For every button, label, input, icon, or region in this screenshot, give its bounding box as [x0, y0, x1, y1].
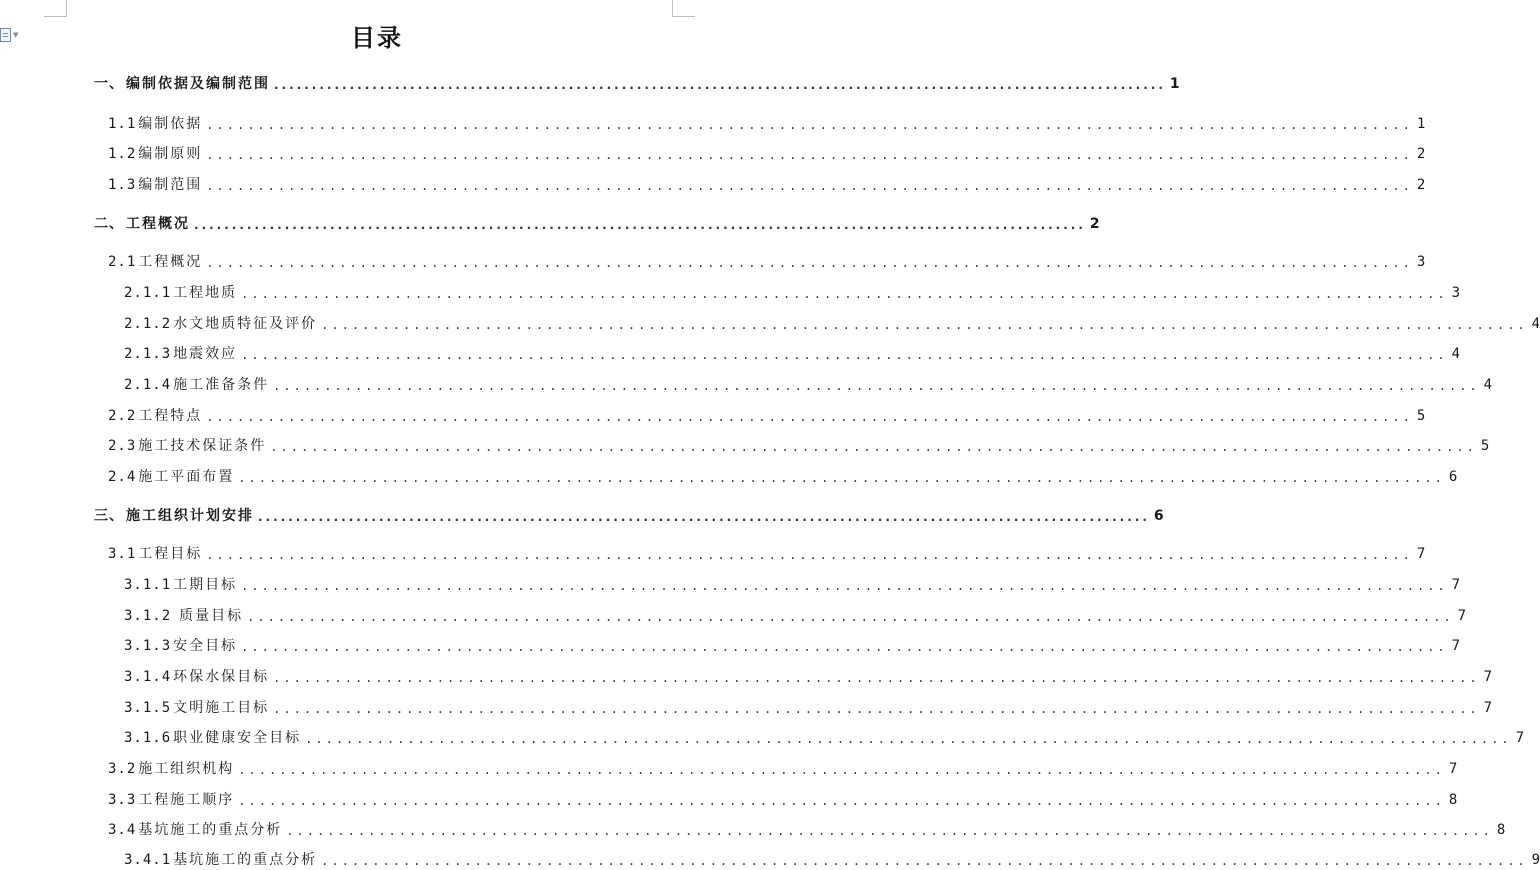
toc-entry-page: 4 [1451, 346, 1461, 362]
toc-entry-3-1[interactable] [108, 544, 1426, 564]
toc-entry-number: 3.3 [108, 792, 137, 808]
dot-leader: ...................................................................................................................... [238, 794, 1445, 808]
toc-entry-title: 环保水保目标 [173, 669, 270, 685]
toc-entry-title: 编制范围 [138, 177, 203, 193]
toc-entry-title: 施工组织计划安排 [126, 508, 254, 524]
dot-leader: ...................................................................................................................... [206, 548, 1413, 562]
toc-entry-number: 三、 [94, 508, 124, 524]
toc-entry-page: 6 [1153, 508, 1164, 524]
toc-entry-2-3[interactable] [108, 436, 1490, 456]
toc-entry-title: 地震效应 [173, 346, 238, 362]
toc-entry-page: 1 [1169, 76, 1180, 92]
toc-entry-page: 3 [1416, 254, 1426, 270]
toc-entry-3-1-6[interactable] [124, 728, 1525, 748]
toc-entry-2-1-3[interactable] [124, 344, 1461, 364]
dot-leader: ...................................................................................................................... [206, 118, 1413, 132]
toc-entry-1-3[interactable] [108, 175, 1426, 195]
toc-entry-page: 7 [1483, 700, 1493, 716]
toc-entry-page: 7 [1451, 577, 1461, 593]
toc-entry-1-1[interactable] [108, 114, 1426, 134]
toc-entry-number: 2.1.1 [124, 285, 172, 301]
toc-entry-number: 2.1.2 [124, 316, 172, 332]
toc-entry-number: 2.3 [108, 438, 137, 454]
toc-entry-number: 2.2 [108, 408, 137, 424]
toc-entry-number: 一、 [94, 76, 124, 92]
toc-entry-2-4[interactable] [108, 467, 1458, 487]
toc-entry-page: 4 [1483, 377, 1493, 393]
toc-entry-number: 二、 [94, 216, 124, 232]
toc-entry-title: 编制依据及编制范围 [126, 76, 270, 92]
toc-entry-page: 6 [1448, 469, 1458, 485]
toc-entry-3-4-1[interactable] [124, 850, 1540, 870]
toc-entry-title: 施工平面布置 [138, 469, 235, 485]
toc-entry-page: 7 [1515, 730, 1525, 746]
toc-entry-page: 2 [1416, 146, 1426, 162]
toc-entry-number: 2.1.4 [124, 377, 172, 393]
toc-entry-page: 7 [1448, 761, 1458, 777]
toc-entry-number: 3.2 [108, 761, 137, 777]
toc-entry-title: 质量目标 [179, 608, 244, 624]
toc-entry-section-2[interactable] [94, 214, 1100, 234]
toc-entry-page: 4 [1531, 316, 1540, 332]
dot-leader: ...................................................................................................................... [270, 440, 1477, 454]
toc-entry-page: 7 [1457, 608, 1467, 624]
dot-leader: ...................................................................................................................... [238, 471, 1445, 485]
toc-entry-number: 3.1 [108, 546, 137, 562]
toc-entry-3-1-3[interactable] [124, 636, 1461, 656]
toc-entry-page: 3 [1451, 285, 1461, 301]
toc-entry-title: 施工准备条件 [173, 377, 270, 393]
toc-entry-title: 文明施工目标 [173, 700, 270, 716]
dot-leader: ...................................................................................................................... [321, 318, 1528, 332]
dot-leader: ...................................................................................................................... [206, 148, 1413, 162]
toc-entry-2-1-4[interactable] [124, 375, 1493, 395]
toc-entry-number: 2.1 [108, 254, 137, 270]
dot-leader: ...................................................................................................................... [321, 854, 1528, 868]
toc-entry-3-3[interactable] [108, 790, 1458, 810]
toc-entry-number: 2.4 [108, 469, 137, 485]
dot-leader: ...................................................................................................................... [206, 179, 1413, 193]
toc-entry-page: 7 [1451, 638, 1461, 654]
toc-entry-title: 工程地质 [173, 285, 238, 301]
toc-entry-page: 9 [1531, 852, 1540, 868]
toc-entry-title: 工程概况 [138, 254, 203, 270]
dot-leader: ...................................................................................................................... [273, 379, 1480, 393]
toc-entry-3-1-5[interactable] [124, 698, 1493, 718]
toc-entry-page: 5 [1416, 408, 1426, 424]
toc-entry-title: 编制依据 [138, 116, 203, 132]
dot-leader: ...................................................................................................................... [274, 78, 1166, 92]
toc-entry-section-1[interactable] [94, 74, 1180, 94]
toc-entry-section-3[interactable] [94, 506, 1164, 526]
toc-entry-title: 工期目标 [173, 577, 238, 593]
toc-entry-page: 5 [1480, 438, 1490, 454]
dot-leader: ...................................................................................................................... [238, 763, 1445, 777]
toc-entry-page: 1 [1416, 116, 1426, 132]
toc-entry-2-2[interactable] [108, 406, 1426, 426]
toc-entry-title: 施工技术保证条件 [138, 438, 267, 454]
dot-leader: ...................................................................................................................... [273, 671, 1480, 685]
toc-entry-number: 2.1.3 [124, 346, 172, 362]
toc-entry-page: 8 [1448, 792, 1458, 808]
toc-entry-title: 施工组织机构 [138, 761, 235, 777]
toc-entry-3-4[interactable] [108, 820, 1506, 840]
dot-leader: ...................................................................................................................... [273, 702, 1480, 716]
toc-entry-3-1-1[interactable] [124, 575, 1461, 595]
toc-entry-title: 工程施工顺序 [138, 792, 235, 808]
chevron-down-icon: ▼ [13, 30, 19, 39]
dot-leader: ...................................................................................................................... [206, 256, 1413, 270]
toc-entry-page: 7 [1483, 669, 1493, 685]
toc-entry-2-1[interactable] [108, 252, 1426, 272]
toc-entry-title: 基坑施工的重点分析 [173, 852, 318, 868]
toc-entry-number: 3.1.3 [124, 638, 172, 654]
toc-entry-3-1-4[interactable] [124, 667, 1493, 687]
dot-leader: ...................................................................................................................... [241, 287, 1448, 301]
toc-entry-page: 8 [1496, 822, 1506, 838]
toc-entry-1-2[interactable] [108, 144, 1426, 164]
toc-entry-number: 1.1 [108, 116, 137, 132]
dot-leader: ...................................................................................................................... [194, 218, 1086, 232]
toc-entry-number: 3.1.2 [124, 608, 172, 624]
toc-entry-title: 职业健康安全目标 [173, 730, 302, 746]
dot-leader: ...................................................................................................................... [241, 579, 1448, 593]
toc-entry-page: 7 [1416, 546, 1426, 562]
toc-entry-number: 3.1.5 [124, 700, 172, 716]
toc-entry-title: 基坑施工的重点分析 [138, 822, 283, 838]
toc-entry-title: 工程目标 [138, 546, 203, 562]
toc-entry-number: 3.1.6 [124, 730, 172, 746]
dot-leader: ...................................................................................................................... [206, 410, 1413, 424]
dot-leader: ...................................................................................................................... [241, 348, 1448, 362]
dot-leader: ...................................................................................................................... [305, 732, 1512, 746]
toc-entry-title: 工程特点 [138, 408, 203, 424]
toc-entry-2-1-1[interactable] [124, 283, 1461, 303]
toc-entry-title: 水文地质特征及评价 [173, 316, 318, 332]
toc-entry-3-2[interactable] [108, 759, 1458, 779]
toc-entry-number: 1.2 [108, 146, 137, 162]
page-title: 目录 [351, 23, 403, 52]
toc-entry-number: 1.3 [108, 177, 137, 193]
dot-leader: ...................................................................................................................... [286, 824, 1493, 838]
toc-entry-number: 3.4 [108, 822, 137, 838]
toc-entry-number: 3.1.1 [124, 577, 172, 593]
toc-entry-title: 工程概况 [126, 216, 190, 232]
toc-entry-page: 2 [1089, 216, 1100, 232]
toc-entry-number: 3.1.4 [124, 669, 172, 685]
toc-entry-title: 编制原则 [138, 146, 203, 162]
dot-leader: ...................................................................................................................... [241, 640, 1448, 654]
toc-entry-3-1-2[interactable] [124, 606, 1467, 626]
dot-leader: ...................................................................................................................... [258, 510, 1150, 524]
toc-entry-title: 安全目标 [173, 638, 238, 654]
dot-leader: ...................................................................................................................... [247, 610, 1454, 624]
toc-entry-number: 3.4.1 [124, 852, 172, 868]
toc-entry-page: 2 [1416, 177, 1426, 193]
toc-entry-2-1-2[interactable] [124, 314, 1540, 334]
